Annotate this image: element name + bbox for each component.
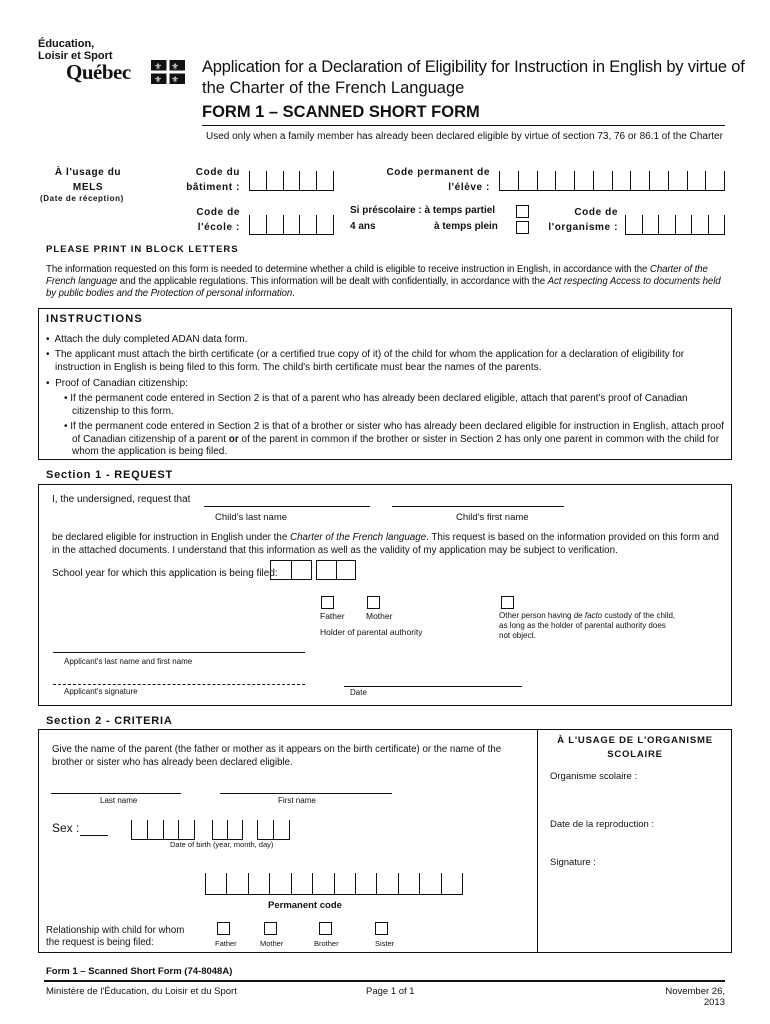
quebec-flag-logo xyxy=(151,60,185,84)
footer-page: Page 1 of 1 xyxy=(366,986,415,997)
school-year-field-2[interactable] xyxy=(316,560,356,580)
date-label: Date xyxy=(350,688,367,697)
svg-text:⚜: ⚜ xyxy=(154,75,163,84)
form-title-line2: the Charter of the French Language xyxy=(202,79,465,97)
instruction-item-3-text: Proof of Canadian citizenship: xyxy=(55,378,188,389)
code-batiment-l1: Code du xyxy=(195,167,240,178)
rel-brother-checkbox[interactable] xyxy=(319,922,332,935)
used-only-note: Used only when a family member has already been declared eligible by virtue of section 73, 76 or 86.1 of the Charter xyxy=(206,131,723,142)
prescolaire-l1: Si préscolaire : à temps partiel xyxy=(350,205,496,216)
instruction-item-1: • Attach the duly completed ADAN data form. xyxy=(46,334,248,345)
rel-brother-label: Brother xyxy=(314,939,339,948)
father-label: Father xyxy=(320,611,345,621)
code-organisme-l2: l'organisme : xyxy=(548,222,618,233)
org-heading xyxy=(538,734,732,762)
intro-text-1: The information requested on this form is needed to determine whether a child is eligible to receive instruction in English, in accordance with the xyxy=(46,264,650,275)
instruction-item-2: • The applicant must attach the birth certificate (or a certified true copy of it) of the child for whom the application for a declaration of eligibility for instruction in English is being filed to this form. The child's birth certificate must bear the names of the parents. xyxy=(46,349,685,373)
parent-last-name-label: Last name xyxy=(100,796,138,805)
header-rule xyxy=(202,125,725,126)
section2-heading: Section 2 - CRITERIA xyxy=(46,715,173,727)
section2-divider xyxy=(537,729,538,953)
org-heading-l2: SCOLAIRE xyxy=(607,749,663,760)
other-person-label xyxy=(499,611,679,641)
footer-date: November 26, 2013 xyxy=(665,986,725,1008)
instructions-heading: INSTRUCTIONS xyxy=(46,313,143,325)
code-batiment-label xyxy=(160,165,240,195)
footer-form-ref: Form 1 – Scanned Short Form (74-8048A) xyxy=(46,966,233,977)
code-organisme-field[interactable] xyxy=(625,215,725,235)
eligible-charter: Charter of the French language xyxy=(290,532,427,543)
eligibility-statement xyxy=(52,532,727,557)
applicant-name-label: Applicant's last name and first name xyxy=(64,657,193,666)
instruction-sub-2-text-a: If the permanent code entered in Section 2 is that of a brother or sister who has already been declared eligible for instruction in English, attach proof of Canadian citizenship of a parent xyxy=(70,421,724,445)
intro-charter: Charter of the French language xyxy=(46,264,708,287)
other-person-checkbox[interactable] xyxy=(501,596,514,609)
code-organisme-label xyxy=(540,205,618,235)
instruction-sub-2-text-b: of the parent in common if the brother or sister in Section 2 has only one parent in common with the child for whom the application is being filed. xyxy=(72,433,720,457)
temps-partiel-checkbox[interactable] xyxy=(516,205,529,218)
quebec-wordmark: Québec xyxy=(66,60,131,84)
mother-label: Mother xyxy=(366,611,393,621)
parent-first-name-line[interactable] xyxy=(220,793,392,794)
eligible-text-a: be declared eligible for instruction in English under the xyxy=(52,532,290,543)
dob-day-field[interactable] xyxy=(257,820,290,840)
footer-rule xyxy=(44,980,725,982)
mother-checkbox[interactable] xyxy=(367,596,380,609)
svg-text:⚜: ⚜ xyxy=(171,62,180,73)
child-first-name-line[interactable] xyxy=(392,506,564,507)
print-block-letters: PLEASE PRINT IN BLOCK LETTERS xyxy=(46,244,239,255)
form-subtitle: FORM 1 – SCANNED SHORT FORM xyxy=(202,103,480,121)
instruction-sub-2-or: or xyxy=(228,433,239,445)
section1-box xyxy=(38,484,732,706)
code-ecole-l1: Code de xyxy=(196,207,240,218)
instruction-sub-1: • If the permanent code entered in Section 2 is that of a parent who has already been declared eligible, attach that parent's proof of Canadian citizenship to this form. xyxy=(64,393,688,417)
instruction-sub-2: • If the permanent code entered in Section 2 is that of a brother or sister who has already been declared eligible for instruction in English, attach proof of Canadian citizenship of a parent or of the parent in common if the brother or sister in Section 2 has only one parent in common with the child for whom the application is being filed. xyxy=(64,421,724,457)
other-text-a: Other person having xyxy=(499,611,574,620)
org-scolaire-label: Organisme scolaire : xyxy=(550,771,638,782)
prescolaire-temps-plein: à temps plein xyxy=(434,221,498,232)
child-last-name-line[interactable] xyxy=(204,506,370,507)
dob-label: Date of birth (year, month, day) xyxy=(170,840,274,849)
applicant-name-line[interactable] xyxy=(53,652,305,653)
instruction-item-1-text: Attach the duly completed ADAN data form. xyxy=(54,334,248,345)
rel-sister-checkbox[interactable] xyxy=(375,922,388,935)
code-permanent-l1: Code permanent de xyxy=(386,167,490,178)
code-permanent-label xyxy=(370,165,490,195)
rel-mother-checkbox[interactable] xyxy=(264,922,277,935)
code-permanent-l2: l'élève : xyxy=(448,182,490,193)
ministry-name xyxy=(38,38,113,62)
intro-paragraph xyxy=(46,264,726,300)
ministry-line1: Éducation, xyxy=(38,38,95,50)
give-name-instruction: Give the name of the parent (the father or mother as it appears on the birth certificate) or the name of the brother or sister who has already been declared eligible. xyxy=(52,744,502,768)
instruction-item-2-text: The applicant must attach the birth certificate (or a certified true copy of it) of the child for whom the application for a declaration of eligibility for instruction in English is being filed to this form. The child's birth certificate must bear the names of the parents. xyxy=(54,349,685,373)
rel-father-checkbox[interactable] xyxy=(217,922,230,935)
relationship-label: Relationship with child for whom the request is being filed: xyxy=(46,925,185,948)
svg-text:⚜: ⚜ xyxy=(171,75,180,84)
temps-plein-checkbox[interactable] xyxy=(516,221,529,234)
applicant-signature-label: Applicant's signature xyxy=(64,687,138,696)
rel-father-label: Father xyxy=(215,939,237,948)
code-ecole-l2: l'école : xyxy=(197,222,240,233)
ministry-line2: Loisir et Sport xyxy=(38,50,113,62)
dob-year-field[interactable] xyxy=(131,820,195,840)
date-line[interactable] xyxy=(344,686,522,687)
rel-mother-label: Mother xyxy=(260,939,284,948)
date-reproduction-label: Date de la reproduction : xyxy=(550,819,655,830)
sex-field-line[interactable] xyxy=(80,835,108,836)
child-first-name-label: Child's first name xyxy=(456,512,529,523)
code-batiment-l2: bâtiment : xyxy=(186,182,240,193)
applicant-signature-line[interactable] xyxy=(53,684,305,685)
instruction-sub-1-text: If the permanent code entered in Section 2 is that of a parent who has already been declared eligible, attach that parent's proof of Canadian citizenship to this form. xyxy=(70,393,688,417)
prescolaire-4ans: 4 ans xyxy=(350,221,376,232)
footer-ministry: Ministère de l'Éducation, du Loisir et du Sport xyxy=(46,986,237,997)
svg-text:⚜: ⚜ xyxy=(154,62,163,73)
rel-sister-label: Sister xyxy=(375,939,395,948)
org-signature-label: Signature : xyxy=(550,857,596,868)
other-text-b: custody of the child, as long as the holder of parental authority does not object. xyxy=(499,611,676,640)
intro-text-3: . xyxy=(292,288,295,299)
holder-label: Holder of parental authority xyxy=(320,627,423,637)
father-checkbox[interactable] xyxy=(321,596,334,609)
code-organisme-l1: Code de xyxy=(574,207,618,218)
permanent-code-label: Permanent code xyxy=(268,900,342,911)
intro-text-2: and the applicable regulations. This information will be dealt with confidentially, in accordance with the xyxy=(117,276,548,287)
other-de-facto: de facto xyxy=(573,611,603,620)
dob-month-field[interactable] xyxy=(212,820,243,840)
usage-mels-label xyxy=(44,165,132,195)
form-title-line1: Application for a Declaration of Eligibility for Instruction in English by virtue of xyxy=(202,58,745,76)
instruction-item-3: • Proof of Canadian citizenship: xyxy=(46,378,188,389)
request-that-label: I, the undersigned, request that xyxy=(52,494,191,505)
code-batiment-field[interactable] xyxy=(249,171,334,191)
parent-last-name-line[interactable] xyxy=(51,793,181,794)
eligible-text-b: . This request is based on the information provided on this form and in the attached documents. I understand that this information as well as the validity of my application may be subject to verification. xyxy=(52,532,719,556)
date-reception-label: (Date de réception) xyxy=(40,194,124,203)
usage-line1: À l'usage du xyxy=(54,167,122,178)
code-ecole-label xyxy=(160,205,240,235)
parent-first-name-label: First name xyxy=(278,796,316,805)
code-ecole-field[interactable] xyxy=(249,215,334,235)
sex-label: Sex : xyxy=(52,821,80,835)
school-year-field-1[interactable] xyxy=(270,560,312,580)
org-heading-l1: À L'USAGE DE L'ORGANISME xyxy=(557,735,713,746)
child-last-name-label: Child's last name xyxy=(215,512,288,523)
code-permanent-eleve-field[interactable] xyxy=(499,171,725,191)
section1-heading: Section 1 - REQUEST xyxy=(46,469,174,481)
usage-line2: MELS xyxy=(72,182,104,193)
permanent-code-field[interactable] xyxy=(205,873,463,895)
intro-act: Act respecting Access to documents held by public bodies and the Protection of personal information xyxy=(46,276,721,299)
school-year-label: School year for which this application is being filed: xyxy=(52,568,278,579)
